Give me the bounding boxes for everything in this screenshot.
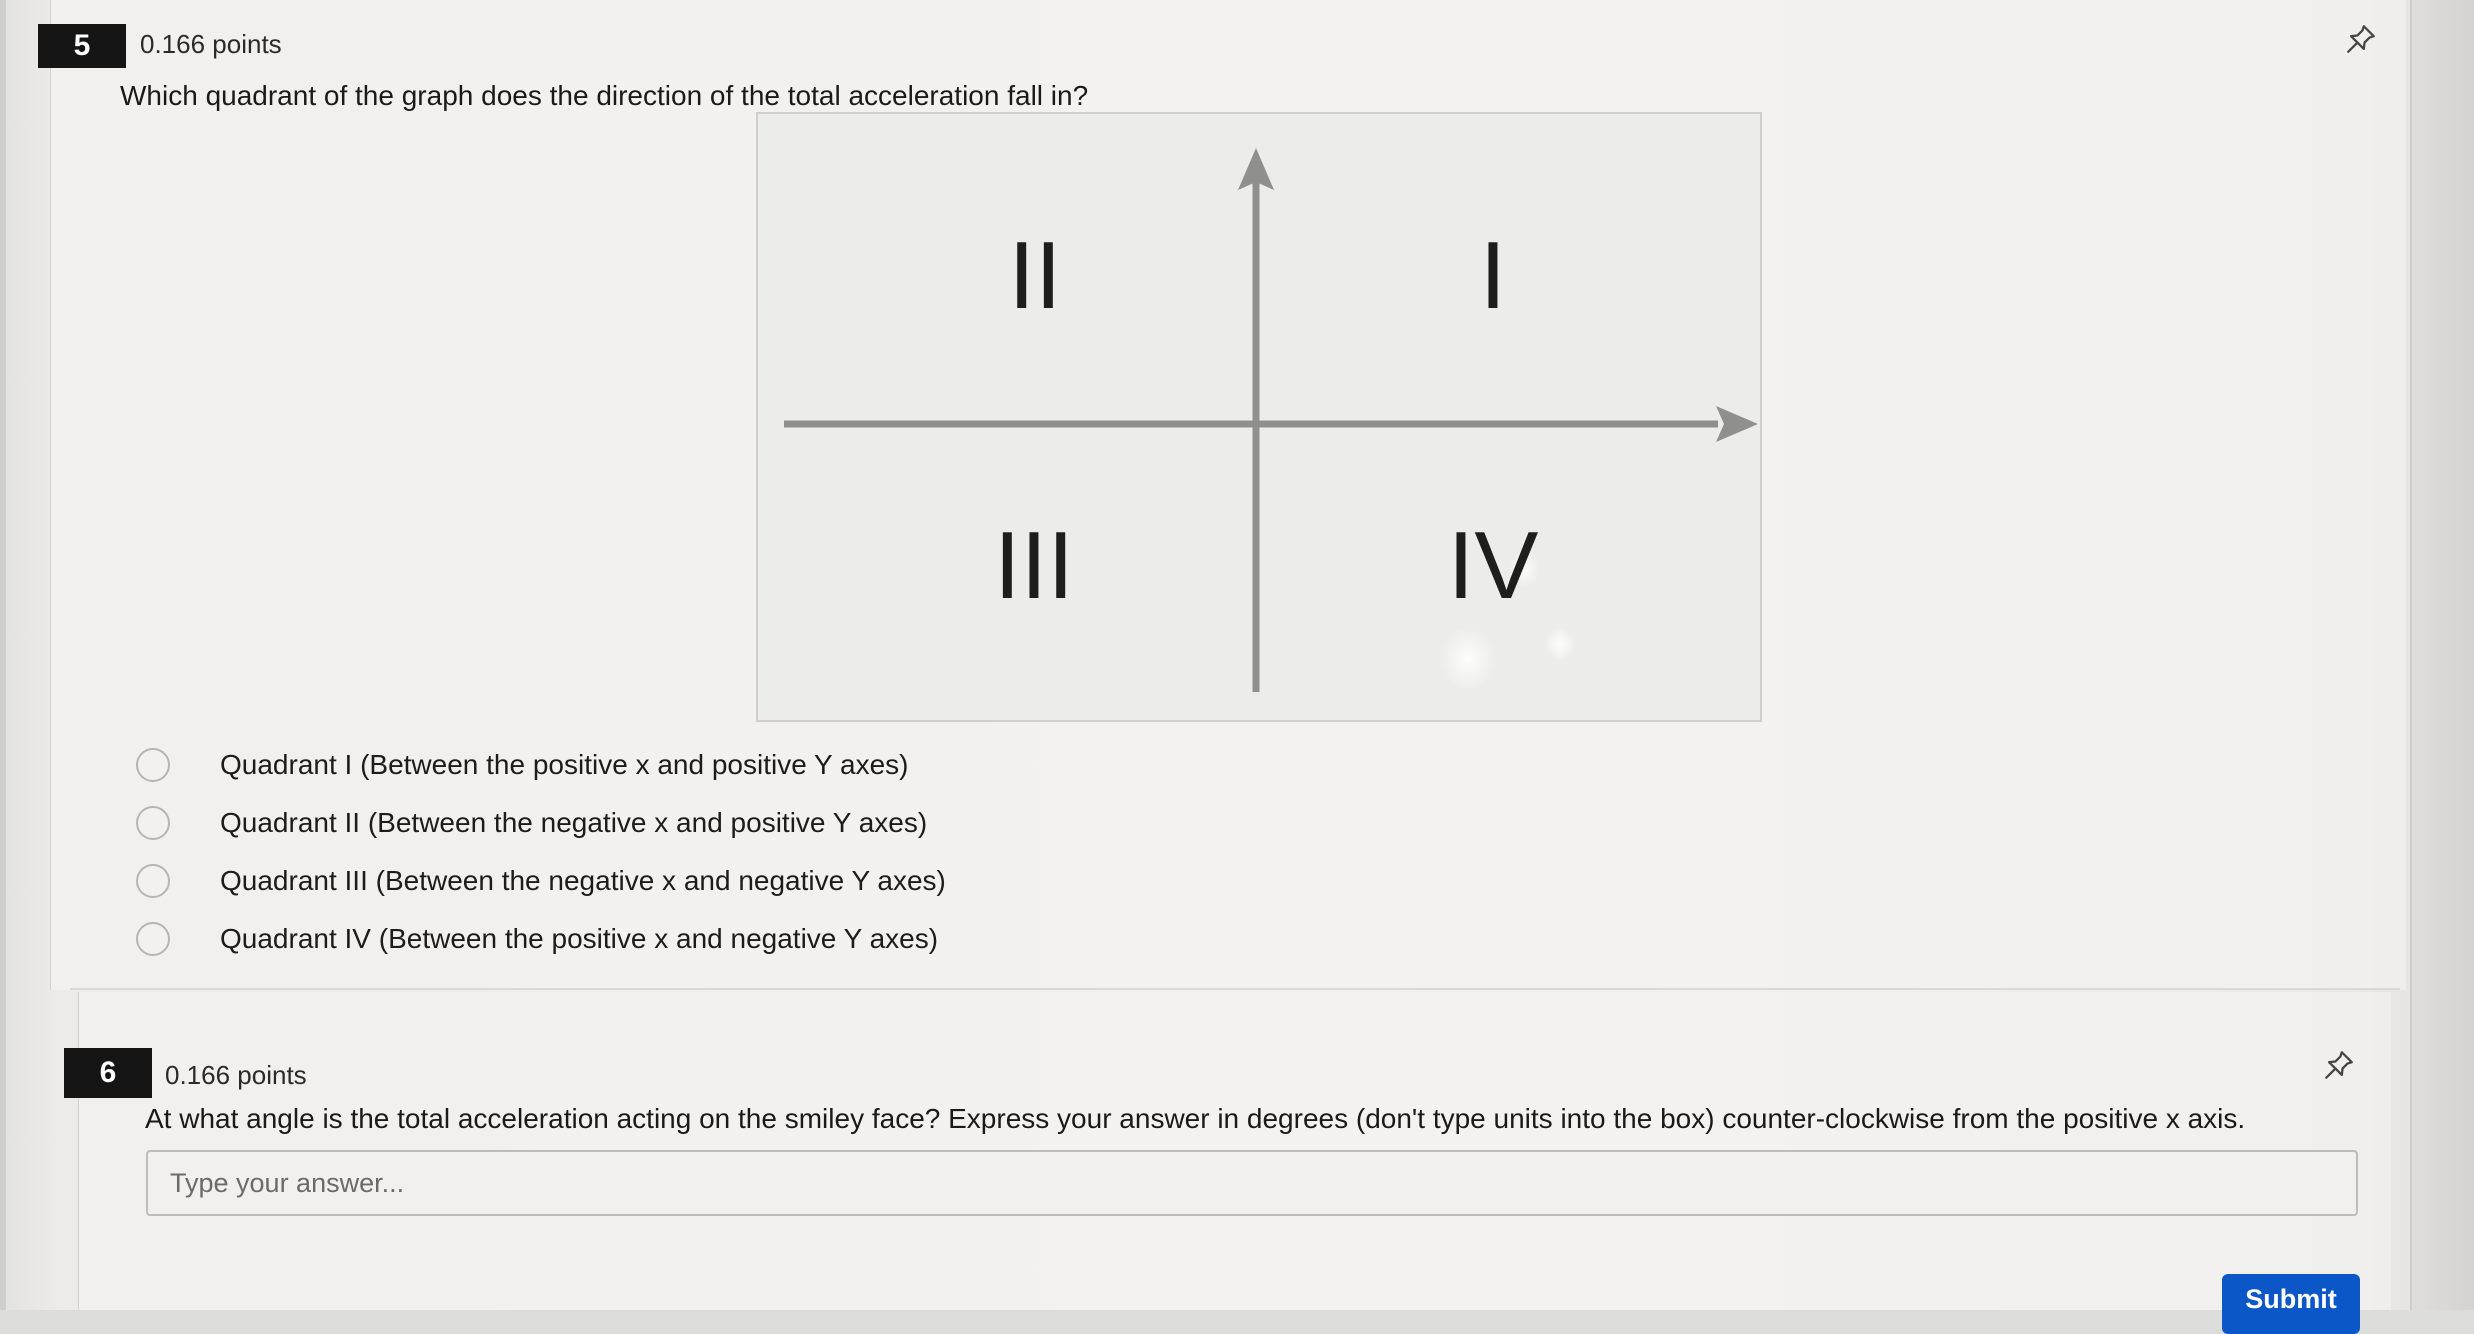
- radio-button[interactable]: [136, 922, 170, 956]
- answer-input[interactable]: [146, 1150, 2358, 1216]
- radio-button[interactable]: [136, 806, 170, 840]
- quadrant-label-iii: III: [993, 512, 1074, 619]
- option-quadrant-ii[interactable]: [136, 794, 946, 852]
- question-number-badge: 6: [64, 1048, 152, 1098]
- option-quadrant-i[interactable]: [136, 736, 946, 794]
- answer-options: [136, 736, 946, 968]
- quadrant-label-iv: IV: [1447, 512, 1539, 619]
- right-side-panel: [2410, 0, 2474, 1310]
- quadrant-figure: [756, 112, 1762, 722]
- left-rail: [0, 0, 6, 1310]
- question-number-badge: 5: [38, 24, 126, 68]
- radio-button[interactable]: [136, 864, 170, 898]
- option-label: Quadrant III (Between the negative x and negative Y axes): [220, 865, 946, 896]
- option-quadrant-iv[interactable]: [136, 910, 946, 968]
- question-divider: [70, 988, 2400, 990]
- option-quadrant-iii[interactable]: [136, 852, 946, 910]
- pin-icon[interactable]: [2344, 22, 2378, 56]
- question-text: At what angle is the total acceleration acting on the smiley face? Express your answer in degrees (don't type units into the box) counter-clockwise from the positive x axis.: [145, 1103, 2246, 1134]
- quadrant-graph: [758, 114, 1764, 724]
- submit-button[interactable]: Submit: [2222, 1274, 2360, 1334]
- radio-button[interactable]: [136, 748, 170, 782]
- question-text: Which quadrant of the graph does the direction of the total acceleration fall in?: [120, 80, 1089, 111]
- screen-glare: [1544, 626, 1576, 662]
- screen-glare: [1440, 627, 1496, 691]
- option-label: Quadrant IV (Between the positive x and negative Y axes): [220, 923, 939, 954]
- option-label: Quadrant I (Between the positive x and positive Y axes): [220, 749, 909, 780]
- option-label: Quadrant II (Between the negative x and positive Y axes): [220, 807, 928, 838]
- question-points: 0.166 points: [165, 1060, 307, 1090]
- quadrant-label-i: I: [1479, 222, 1507, 329]
- x-axis-arrowhead: [1716, 406, 1758, 442]
- quadrant-label-ii: II: [1008, 222, 1062, 329]
- pin-icon[interactable]: [2322, 1048, 2356, 1082]
- question-points: 0.166 points: [140, 29, 282, 59]
